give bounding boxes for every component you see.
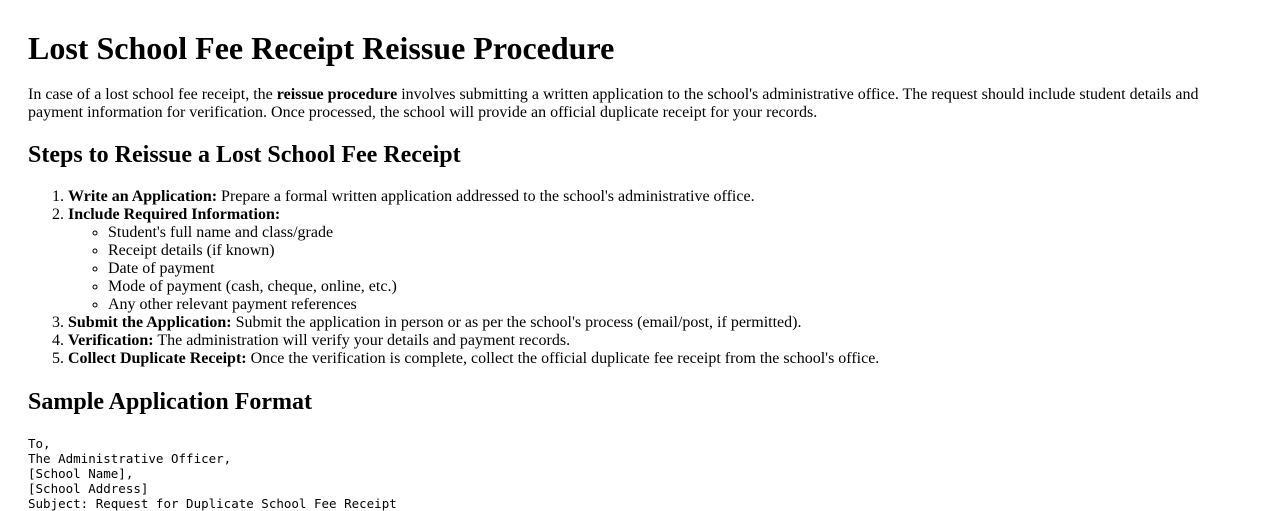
step-text: The administration will verify your details and payment records. bbox=[153, 332, 571, 349]
step-label: Write an Application: bbox=[68, 188, 218, 205]
sample-line: The Administrative Officer, bbox=[28, 451, 232, 466]
intro-text-end: involves submitting a written application to the school's administrative office. The request should include student details and payment information for verification. Once processed, the school will provide an official duplicate receipt for your records. bbox=[28, 86, 1199, 121]
required-info-item: ◦ Date of payment bbox=[108, 260, 879, 278]
step-label: Collect Duplicate Receipt: bbox=[68, 350, 247, 367]
sample-line: [School Address] bbox=[28, 481, 149, 496]
steps-heading: Steps to Reissue a Lost School Fee Receipt bbox=[28, 142, 461, 168]
sample-heading: Sample Application Format bbox=[28, 389, 313, 415]
step-item bbox=[68, 206, 879, 314]
step-item bbox=[68, 332, 879, 350]
sample-line: [School Name], bbox=[28, 466, 134, 481]
required-info-item: ◦ Student's full name and class/grade bbox=[108, 224, 879, 242]
step-label: Include Required Information: bbox=[68, 206, 281, 223]
step-text: Once the verification is complete, collect the official duplicate fee receipt from the school's office. bbox=[246, 350, 880, 367]
steps-list bbox=[28, 188, 879, 368]
step-item bbox=[68, 350, 879, 368]
step-item bbox=[68, 188, 879, 206]
required-info-item: ◦ Any other relevant payment references bbox=[108, 296, 879, 314]
required-info-item: ◦ Receipt details (if known) bbox=[108, 242, 879, 260]
sample-application bbox=[28, 436, 397, 511]
intro-text-start: In case of a lost school fee receipt, the bbox=[28, 86, 277, 103]
required-info-item: ◦ Mode of payment (cash, cheque, online, etc.) bbox=[108, 278, 879, 296]
page-title: Lost School Fee Receipt Reissue Procedure bbox=[28, 30, 615, 66]
step-label: Submit the Application: bbox=[68, 314, 232, 331]
required-info-list bbox=[68, 224, 879, 314]
intro-emphasis: reissue procedure bbox=[276, 86, 398, 103]
step-label: Verification: bbox=[68, 332, 154, 349]
sample-line: Subject: Request for Duplicate School Fee Receipt bbox=[28, 496, 397, 511]
sample-line: To, bbox=[28, 436, 51, 451]
intro-paragraph bbox=[28, 86, 1218, 122]
step-text: Prepare a formal written application addressed to the school's administrative office. bbox=[217, 188, 755, 205]
step-text: Submit the application in person or as per the school's process (email/post, if permitted). bbox=[231, 314, 802, 331]
step-item bbox=[68, 314, 879, 332]
